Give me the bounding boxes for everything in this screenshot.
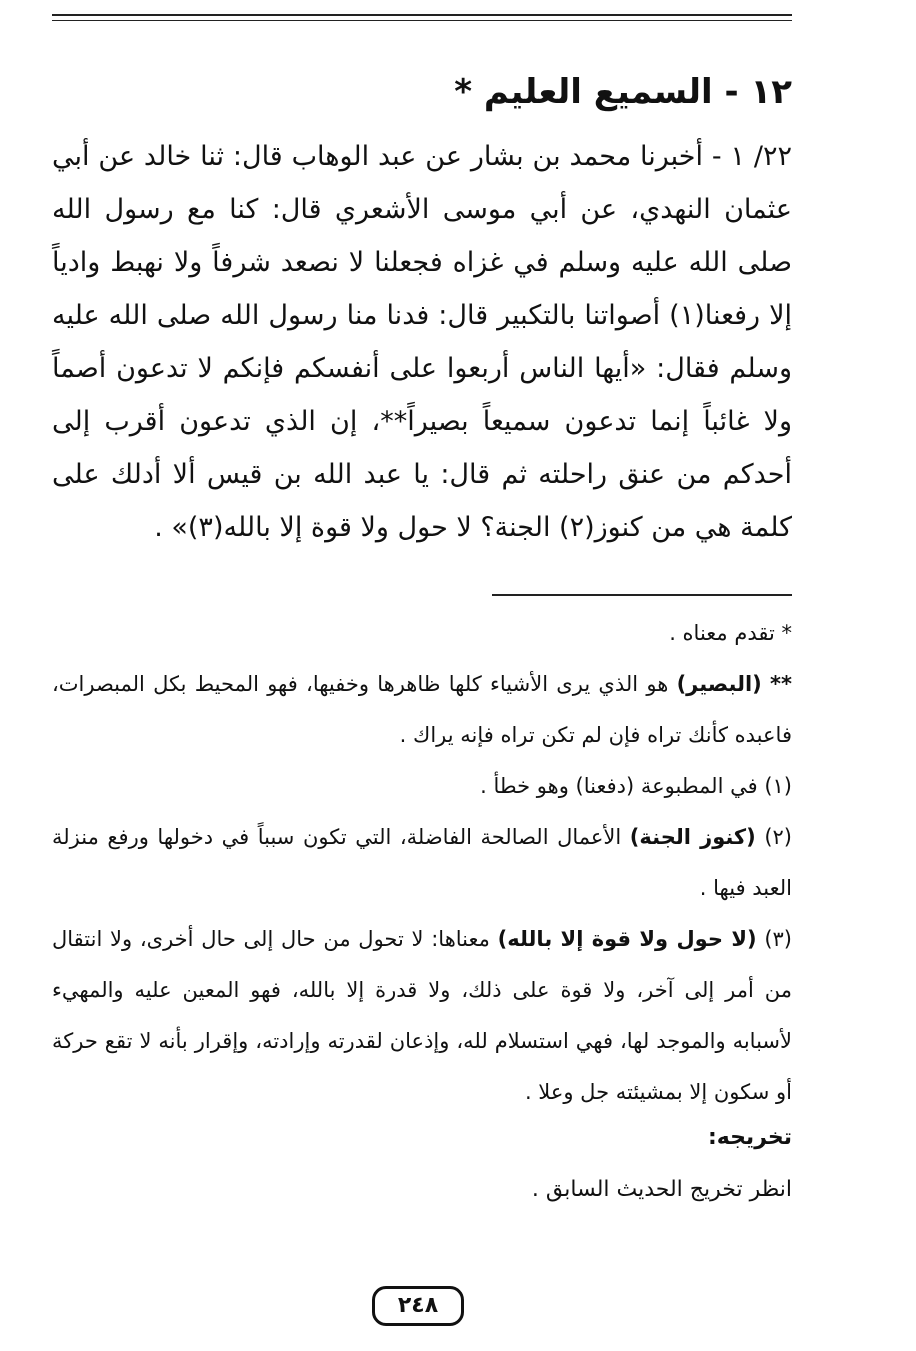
footnote-star-2 bbox=[52, 659, 792, 761]
footnote-marker: (٣) bbox=[764, 927, 792, 951]
page-number: ٢٤٨ bbox=[372, 1286, 464, 1326]
footnote-2 bbox=[52, 812, 792, 914]
takhrij-text: انظر تخريج الحديث السابق . bbox=[531, 1177, 792, 1202]
footnote-3 bbox=[52, 914, 792, 1118]
footnote-text: هو الذي يرى الأشياء كلها ظاهرها وخفيها، فهو المحيط بكل المبصرات، فاعبده كأنك تراه فإن لم تكن تراه فإنه يراك . bbox=[52, 672, 792, 747]
hadith-number: ٢٢/ ١ - bbox=[711, 141, 792, 172]
hadith-text: أخبرنا محمد بن بشار عن عبد الوهاب قال: ثنا خالد عن أبي عثمان النهدي، عن أبي موسى الأشعري قال: كنا مع رسول الله صلى الله عليه وسلم في غزاه فجعلنا لا نصعد شرفاً ولا نهبط وادياً إلا رفعنا(١) أصواتنا بالتكبير قال: فدنا منا رسول الله صلى الله عليه وسلم فقال: «أيها الناس أربعوا على أنفسكم فإنكم لا تدعون أصماً ولا غائباً إنما تدعون سميعاً بصيراً**، إن الذي تدعون أقرب إلى أحدكم من عنق راحلته ثم قال: يا عبد الله بن قيس ألا أدلك على كلمة هي من كنوز(٢) الجنة؟ لا حول ولا قوة إلا بالله(٣)» . bbox=[52, 141, 792, 543]
header-rule-thin bbox=[52, 20, 792, 21]
takhrij-section bbox=[52, 1112, 792, 1216]
header-rule-thick bbox=[52, 14, 792, 16]
footnotes bbox=[52, 608, 792, 1118]
footnote-text: معناها: لا تحول من حال إلى حال أخرى، ولا انتقال من أمر إلى آخر، ولا قوة على ذلك، ولا قدرة إلا بالله، فهو المعين عليه والمهيء لأسبابه والموجد لها، فهي استسلام لله، وإذعان لقدرته وإرادته، وإقرار بأنه لا تقع حركة أو سكون إلا بمشيئته جل وعلا . bbox=[52, 927, 792, 1104]
footnote-term: (كنوز الجنة) bbox=[629, 825, 756, 849]
footnote-term: (البصير) bbox=[676, 672, 762, 696]
footnote-marker: (٢) bbox=[764, 825, 792, 849]
section-heading: ١٢ - السميع العليم * bbox=[454, 72, 792, 112]
footnote-term: (لا حول ولا قوة إلا بالله) bbox=[497, 927, 757, 951]
footnote-star-1: * تقدم معناه . bbox=[669, 621, 792, 645]
footnote-text: الأعمال الصالحة الفاضلة، التي تكون سبباً في دخولها ورفع منزلة العبد فيها . bbox=[52, 825, 792, 900]
footnote-marker: ** bbox=[770, 672, 792, 696]
hadith-body bbox=[52, 130, 792, 554]
footnote-separator bbox=[492, 594, 792, 596]
footnote-1: (١) في المطبوعة (دفعنا) وهو خطأ . bbox=[480, 774, 792, 798]
takhrij-label: تخريجه: bbox=[707, 1125, 792, 1150]
